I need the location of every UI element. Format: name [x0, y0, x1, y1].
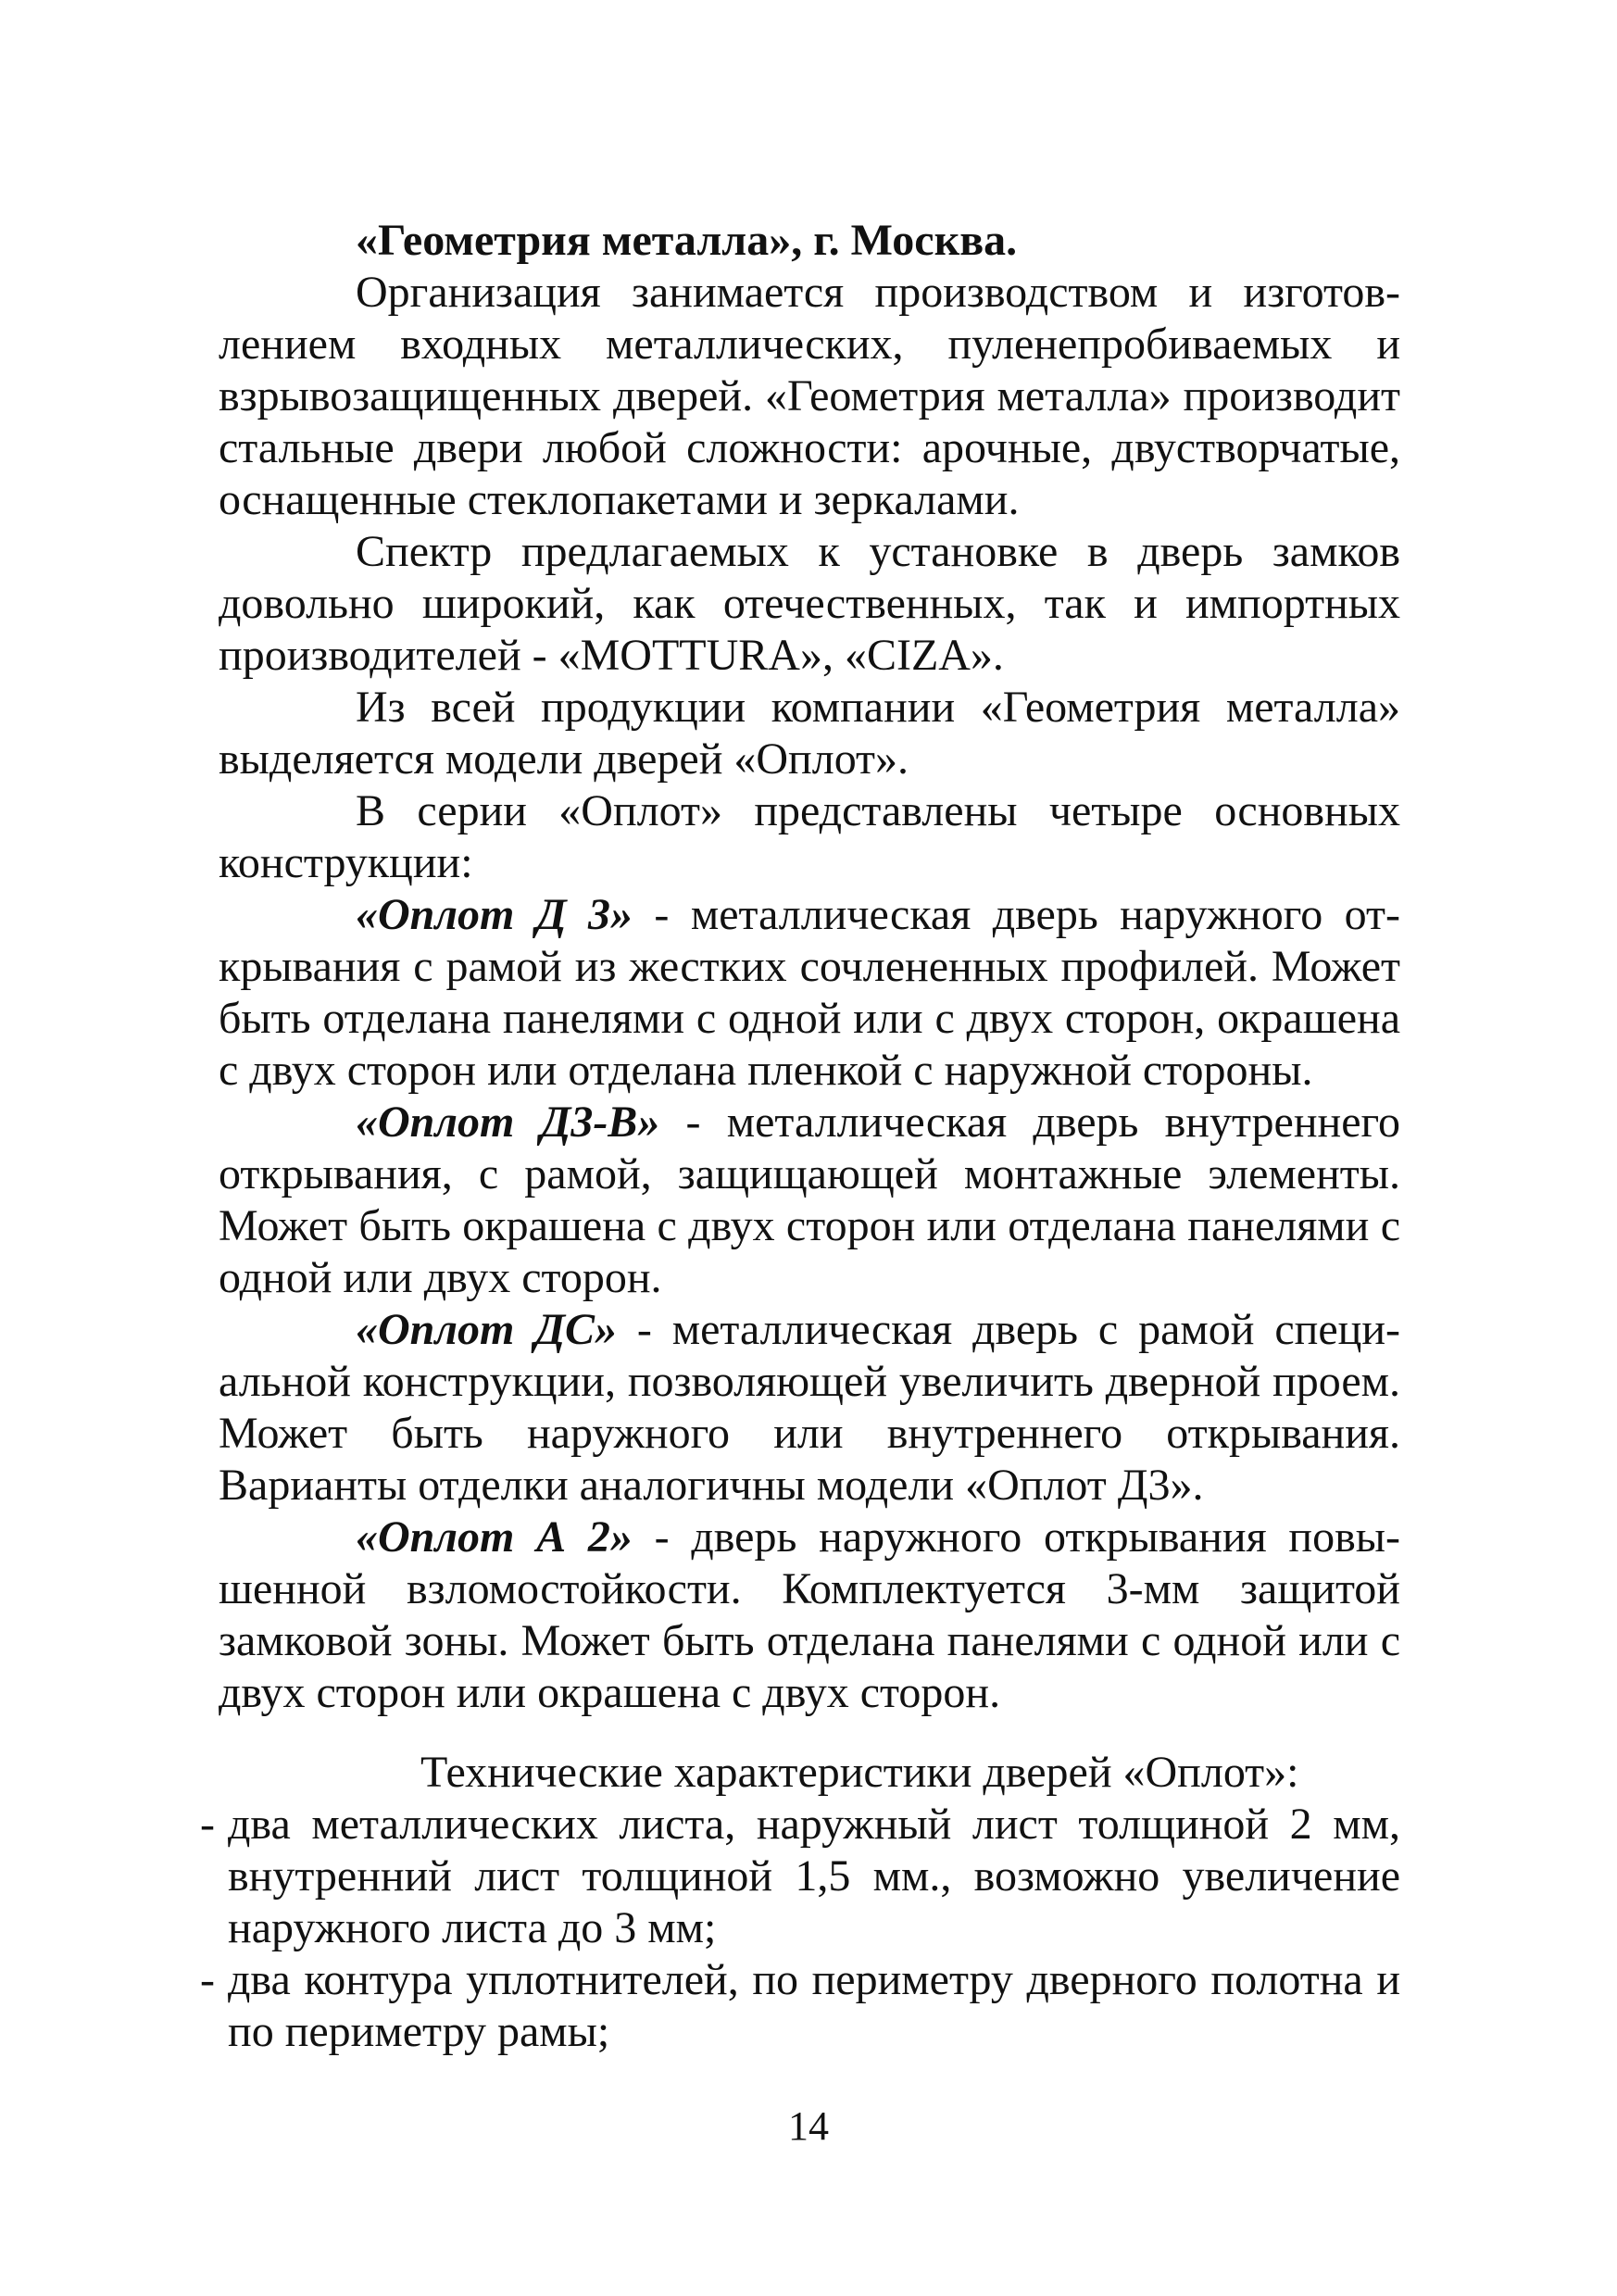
model-name: «Оплот Д3-В»	[356, 1098, 660, 1147]
model-name: «Оплот А 2»	[356, 1512, 633, 1562]
model-name: «Оплот ДС»	[356, 1305, 617, 1354]
model-description: - металлическая дверь с рамой специальной конструкции, позволяющей увеличить дверной проем. Может быть наружного или внутреннего открывания. Варианты отделки аналогичны модели «Оплот Д3».	[219, 1305, 1400, 1510]
page-number: 14	[788, 2103, 829, 2149]
paragraph-products: Из всей продукции компании «Геометрия металла» выделяется модели дверей «Оплот».	[219, 683, 1400, 784]
section-heading: «Геометрия металла», г. Москва.	[356, 216, 1018, 265]
tech-specs-title: Технические характеристики дверей «Оплот»:	[420, 1748, 1299, 1797]
list-item	[200, 1799, 1400, 1954]
list-item	[200, 1954, 1400, 2058]
model-paragraph	[219, 1097, 1400, 1304]
paragraph-intro: Организация занимается производством и изготовлением входных металлических, пуленепробиваемых и взрывозащищенных дверей. «Геометрия металла» производит стальные двери любой сложности: арочные, двустворчатые, оснащенные стеклопакетами и зеркалами.	[219, 268, 1400, 524]
paragraph-series: В серии «Оплот» представлены четыре основных конструкции:	[219, 786, 1400, 887]
list-dash: -	[200, 1955, 215, 2004]
model-paragraph	[219, 1304, 1400, 1512]
tech-specs-list	[200, 1799, 1400, 2058]
model-name: «Оплот Д 3»	[356, 890, 633, 939]
model-description: - металлическая дверь наружного открывания с рамой из жестких сочлененных профилей. Может быть отделана панелями с одной или с двух сторон, окрашена с двух сторон или отделана пленкой с наружной стороны.	[219, 890, 1400, 1095]
paragraph-locks: Спектр предлагаемых к установке в дверь замков довольно широкий, как отечественных, так и импортных производителей - «MOTTURA», «CIZA».	[219, 527, 1400, 680]
model-description: - металлическая дверь внутреннего открывания, с рамой, защищающей монтажные элементы. Может быть окрашена с двух сторон или отделана панелями с одной или двух сторон.	[219, 1098, 1400, 1302]
list-item-text: два металлических листа, наружный лист толщиной 2 мм, внутренний лист толщиной 1,5 мм., возможно увеличение наружного листа до 3 мм;	[228, 1800, 1400, 1952]
model-description: - дверь наружного открывания повышенной взломостойкости. Комплектуется 3-мм защитой замковой зоны. Может быть отделана панелями с одной или с двух сторон или окрашена с двух сторон.	[219, 1512, 1401, 1717]
text-column	[200, 215, 1401, 2058]
list-dash: -	[200, 1800, 215, 1849]
model-paragraph	[219, 1512, 1400, 1719]
model-paragraph	[219, 889, 1400, 1097]
list-item-text: два контура уплотнителей, по периметру дверного полотна и по периметру рамы;	[228, 1955, 1400, 2056]
